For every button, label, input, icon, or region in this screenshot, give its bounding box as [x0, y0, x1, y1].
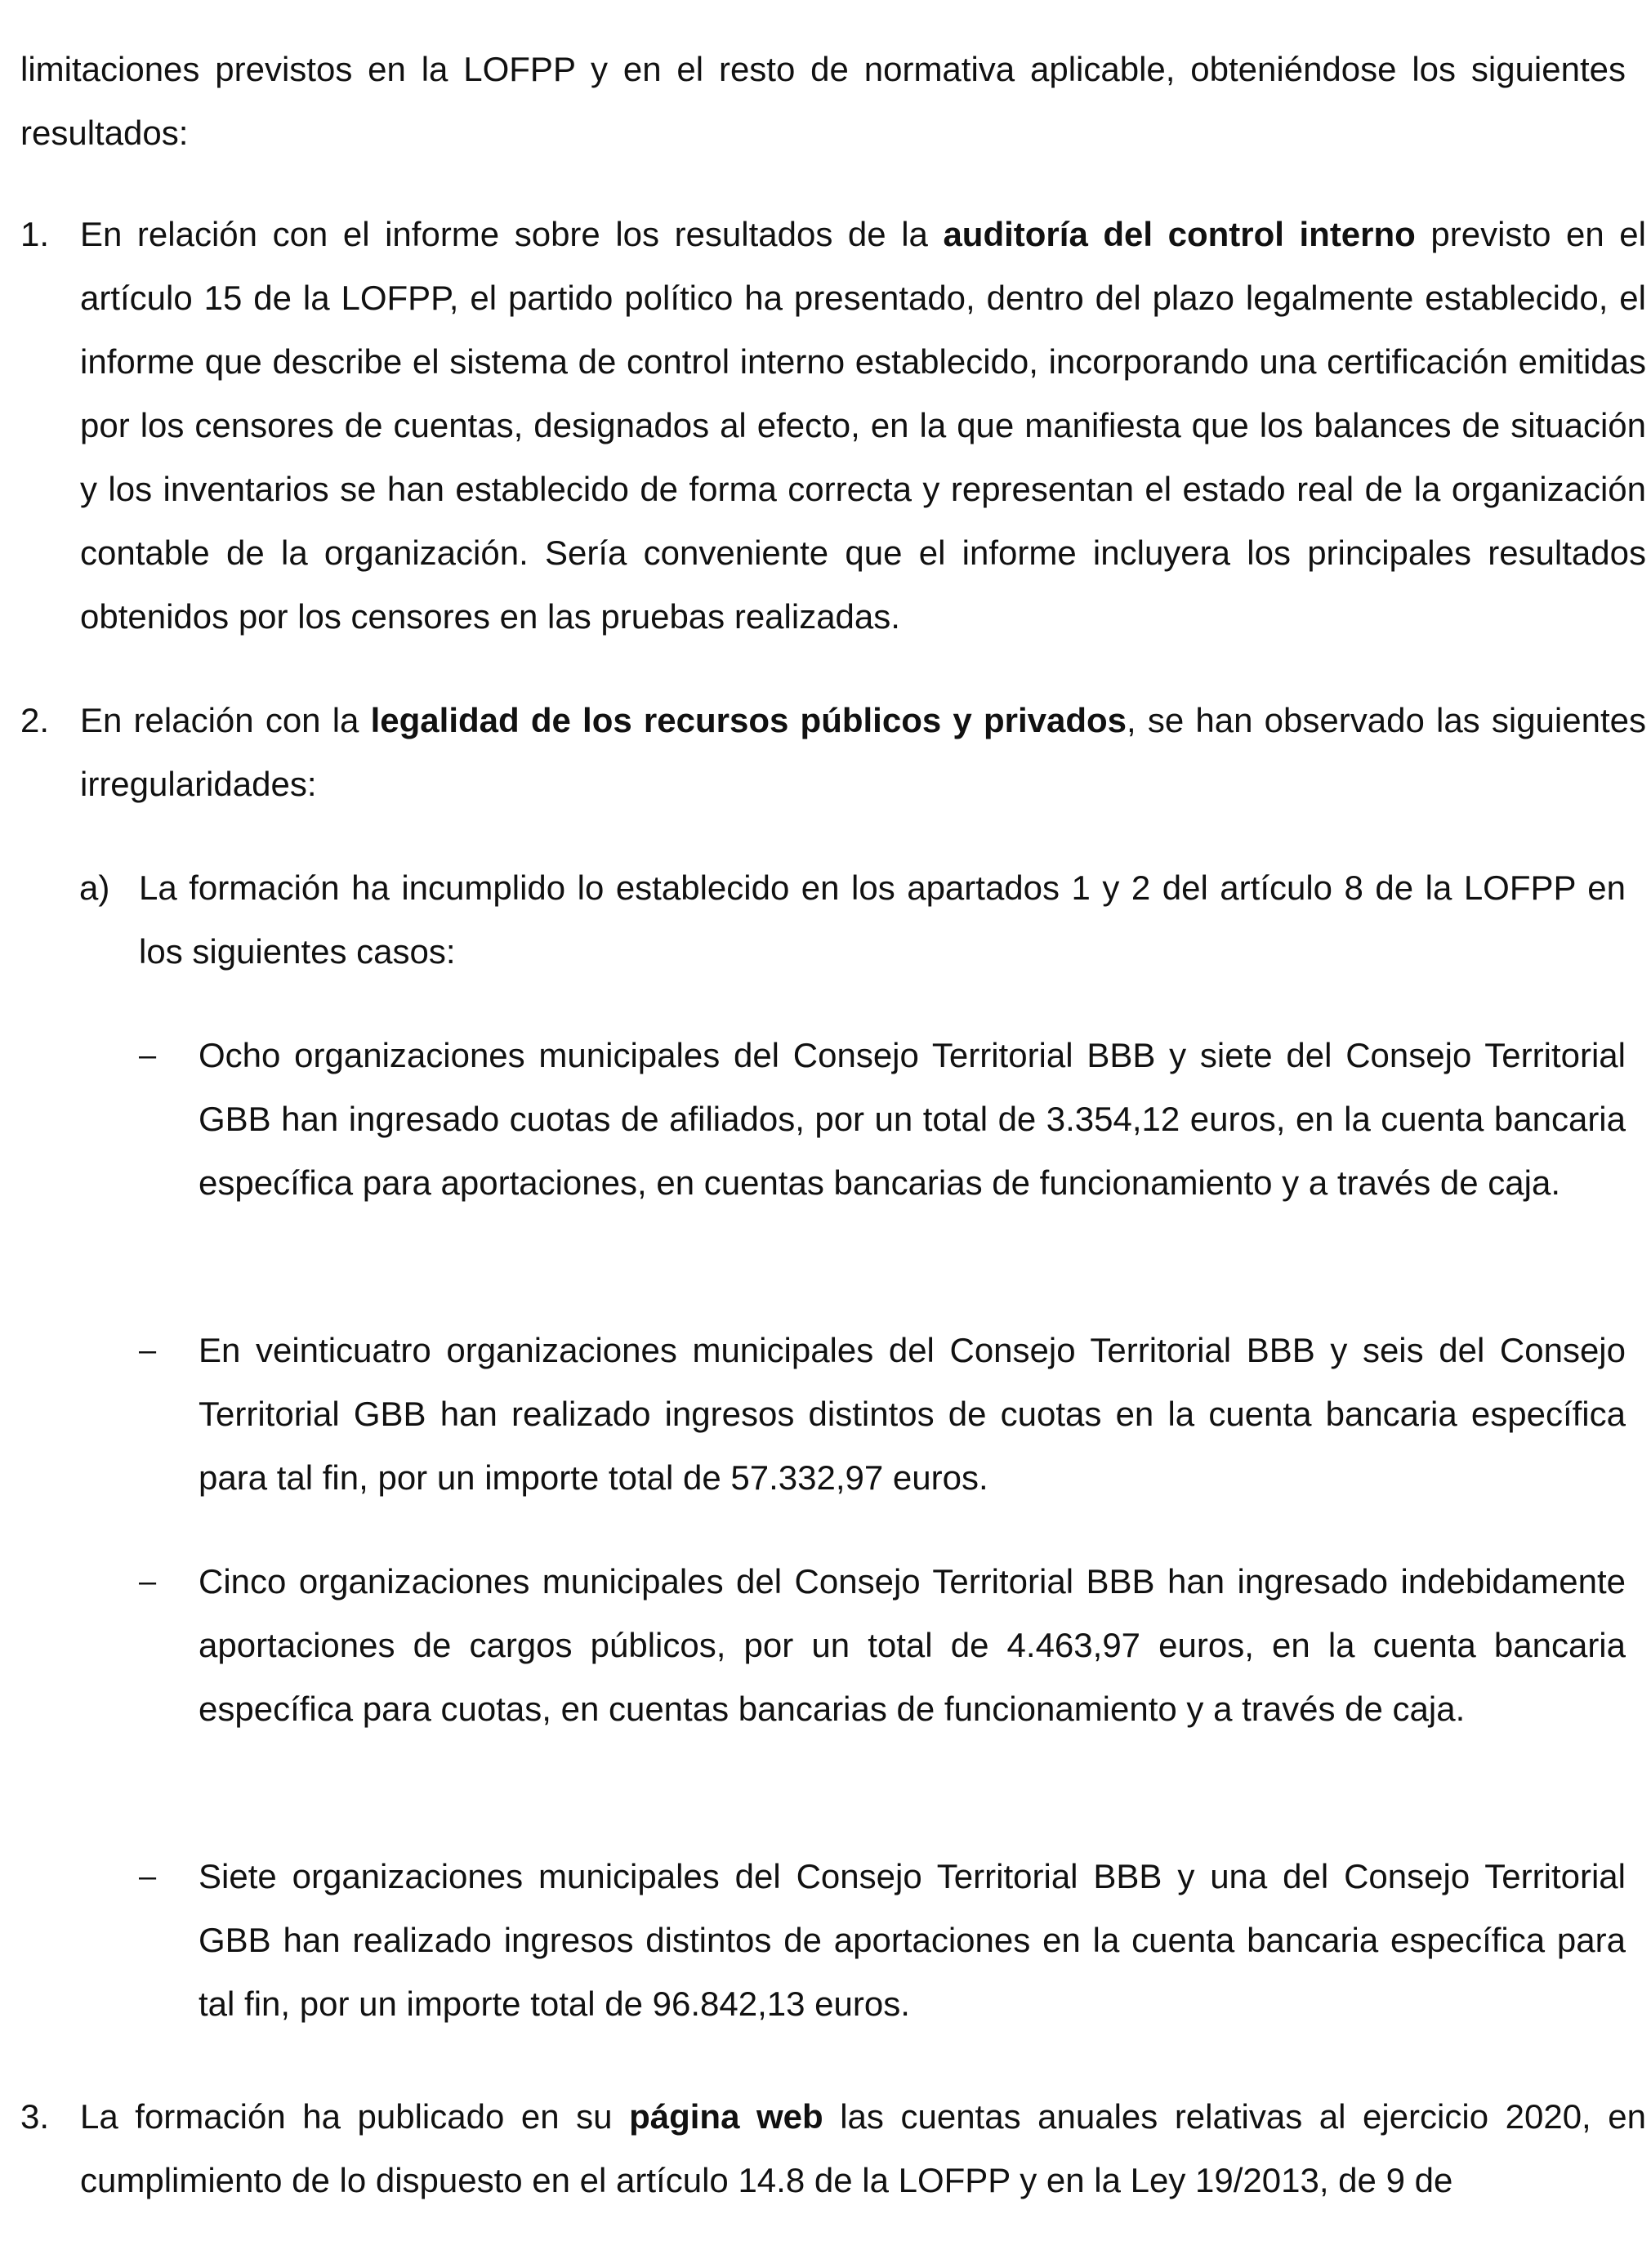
item-text: En relación con el informe sobre los resultados de la auditoría del control interno previsto en el artículo 15 de la LOFPP, el partido político ha presentado, dentro del plazo legalmente establecido, el informe que describe el sistema de control interno establecido, incorporando una certificación emitidas por los censores de cuentas, designados al efecto, en la que manifiesta que los balances de situación y los inventarios se han establecido de forma correcta y representan el estado real de la organización contable de la organización. Sería conveniente que el informe incluyera los principales resultados obtenidos por los censores en las pruebas realizadas.	[80, 215, 1646, 636]
dash-marker: –	[139, 1565, 157, 1599]
bold-term: legalidad de los recursos públicos y privados	[370, 701, 1127, 739]
dash-item-text: Ocho organizaciones municipales del Consejo Territorial BBB y siete del Consejo Territorial GBB han ingresado cuotas de afiliados, por un total de 3.354,12 euros, en la cuenta bancaria específica para aportaciones, en cuentas bancarias de funcionamiento y a través de caja.	[199, 1036, 1626, 1202]
item-number: 2.	[20, 701, 50, 739]
item-text: En relación con la legalidad de los recursos públicos y privados, se han observado las siguientes irregularidades:	[80, 701, 1646, 803]
item-number: 3.	[20, 2097, 50, 2136]
dash-marker: –	[139, 1038, 157, 1073]
dash-item-text: Siete organizaciones municipales del Consejo Territorial BBB y una del Consejo Territorial GBB han realizado ingresos distintos de aportaciones en la cuenta bancaria específica para tal fin, por un importe total de 96.842,13 euros.	[199, 1857, 1626, 2023]
sub-item-text: La formación ha incumplido lo establecido en los apartados 1 y 2 del artículo 8 de la LOFPP en los siguientes casos:	[139, 868, 1626, 971]
dash-marker: –	[139, 1333, 157, 1368]
dash-item-text: En veinticuatro organizaciones municipales del Consejo Territorial BBB y seis del Consejo Territorial GBB han realizado ingresos distintos de cuotas en la cuenta bancaria específica para tal fin, por un importe total de 57.332,97 euros.	[199, 1331, 1626, 1497]
sub-item-letter: a)	[79, 868, 110, 907]
bold-term: auditoría del control interno	[943, 215, 1416, 253]
dash-item-text: Cinco organizaciones municipales del Consejo Territorial BBB han ingresado indebidamente aportaciones de cargos públicos, por un total de 4.463,97 euros, en la cuenta bancaria específica para cuotas, en cuentas bancarias de funcionamiento y a través de caja.	[199, 1562, 1626, 1728]
dash-marker: –	[139, 1859, 157, 1894]
item-number: 1.	[20, 215, 50, 253]
intro-paragraph: limitaciones previstos en la LOFPP y en el resto de normativa aplicable, obteniéndose los siguientes resultados:	[20, 50, 1626, 152]
bold-term: página web	[629, 2097, 823, 2136]
item-text: La formación ha publicado en su página web las cuentas anuales relativas al ejercicio 2020, en cumplimiento de lo dispuesto en el artículo 14.8 de la LOFPP y en la Ley 19/2013, de 9 de	[80, 2097, 1646, 2199]
